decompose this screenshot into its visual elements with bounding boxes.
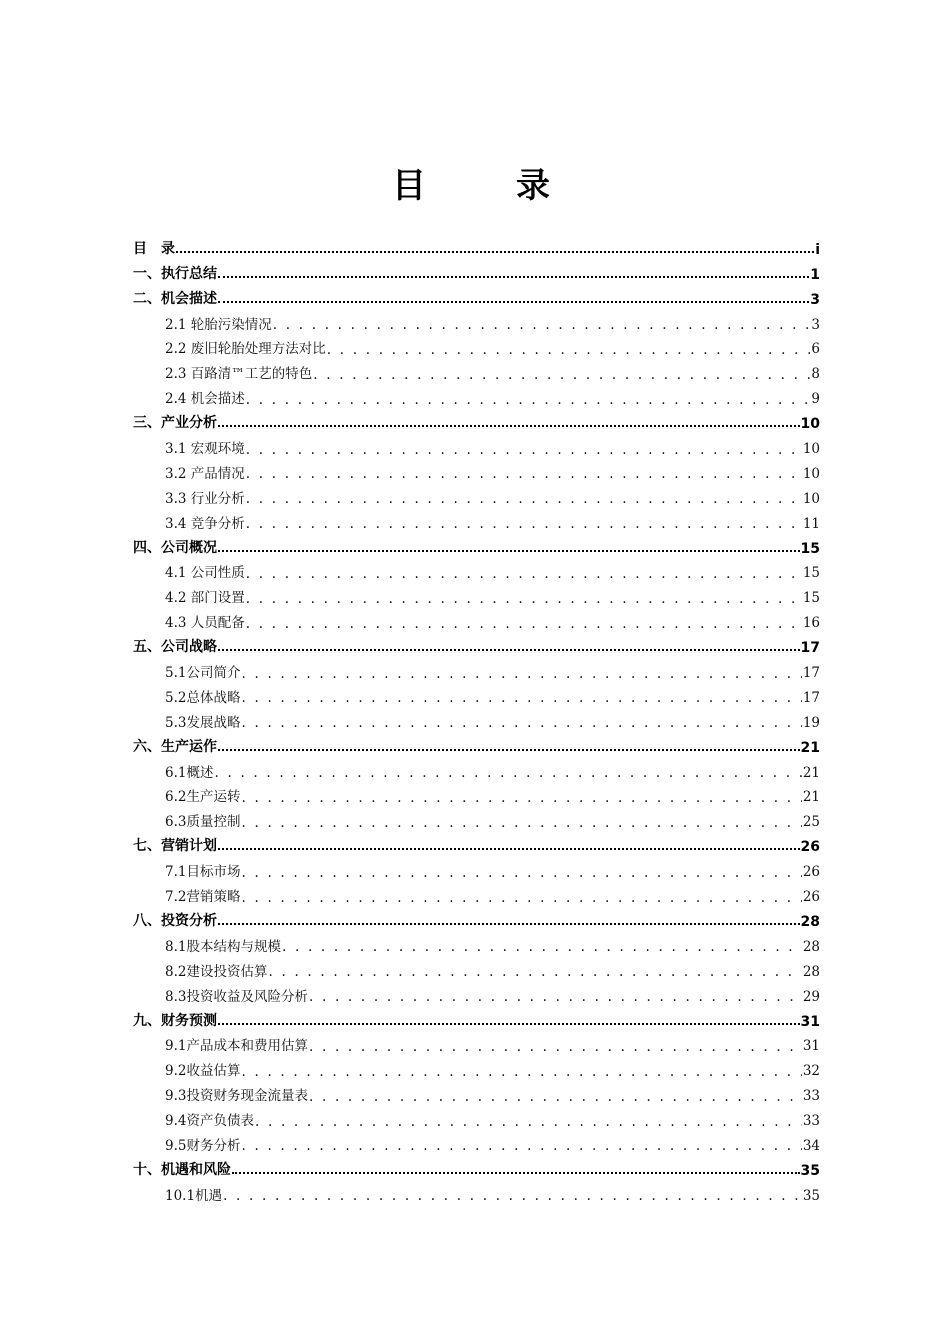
- toc-entry-label: 2.2 废旧轮胎处理方法对比: [165, 341, 326, 358]
- toc-section-entry[interactable]: [133, 880, 820, 905]
- dot-leader: [218, 649, 800, 651]
- toc-chapter-entry[interactable]: [133, 233, 820, 258]
- toc-entry-label: 3.1 宏观环境: [165, 441, 245, 458]
- toc-chapter-entry[interactable]: [133, 905, 820, 930]
- toc-section-entry[interactable]: [133, 482, 820, 507]
- dot-leader: [309, 1041, 802, 1055]
- toc-entry-label: 6.3质量控制: [165, 814, 241, 831]
- toc-entry-label: 5.2总体战略: [165, 689, 241, 706]
- toc-entry-label: 八、投资分析: [133, 912, 217, 929]
- dot-leader: [218, 1023, 800, 1025]
- toc-entry-label: 3.4 竞争分析: [165, 515, 245, 532]
- toc-section-entry[interactable]: [133, 930, 820, 955]
- dot-leader: [218, 276, 809, 278]
- toc-entry-page-number: 26: [800, 839, 820, 856]
- toc-entry-page-number: 10: [802, 490, 820, 507]
- dot-leader: [241, 892, 801, 906]
- toc-section-entry[interactable]: [133, 656, 820, 681]
- toc-chapter-entry[interactable]: [133, 1005, 820, 1030]
- toc-entry-page-number: 34: [802, 1137, 820, 1154]
- toc-entry-page-number: 33: [802, 1113, 820, 1130]
- toc-entry-label: 4.2 部门设置: [165, 590, 245, 607]
- toc-chapter-entry[interactable]: [133, 283, 820, 308]
- toc-section-entry[interactable]: [133, 1129, 820, 1154]
- toc-chapter-entry[interactable]: [133, 407, 820, 432]
- toc-entry-page-number: 26: [802, 864, 820, 881]
- toc-entry-label: 四、公司概况: [133, 539, 217, 556]
- dot-leader: [268, 966, 801, 980]
- toc-entry-page-number: 15: [800, 540, 820, 557]
- toc-entry-page-number: 21: [802, 789, 820, 806]
- toc-section-entry[interactable]: [133, 308, 820, 333]
- toc-entry-label: 5.3发展战略: [165, 714, 241, 731]
- toc-section-entry[interactable]: [133, 855, 820, 880]
- dot-leader: [246, 444, 802, 458]
- toc-entry-page-number: 26: [802, 889, 820, 906]
- toc-chapter-entry[interactable]: [133, 258, 820, 283]
- toc-entry-label: 5.1公司简介: [165, 665, 241, 682]
- toc-entry-page-number: 15: [802, 565, 820, 582]
- toc-section-entry[interactable]: [133, 1079, 820, 1104]
- toc-entry-page-number: 33: [802, 1088, 820, 1105]
- toc-entry-page-number: 15: [802, 590, 820, 607]
- toc-section-entry[interactable]: [133, 507, 820, 532]
- toc-section-entry[interactable]: [133, 432, 820, 457]
- toc-entry-page-number: 17: [800, 640, 820, 657]
- toc-entry-page-number: 35: [802, 1187, 820, 1204]
- dot-leader: [176, 251, 814, 253]
- toc-entry-page-number: 17: [802, 665, 820, 682]
- toc-entry-page-number: 28: [802, 938, 820, 955]
- toc-section-entry[interactable]: [133, 457, 820, 482]
- toc-entry-page-number: 25: [802, 814, 820, 831]
- toc-entry-label: 五、公司战略: [133, 639, 217, 656]
- toc-entry-label: 10.1机遇: [165, 1187, 223, 1204]
- toc-entry-page-number: 11: [802, 515, 820, 532]
- toc-entry-page-number: 3: [810, 291, 820, 308]
- table-of-contents: [133, 233, 820, 1204]
- toc-entry-page-number: 21: [800, 739, 820, 756]
- toc-chapter-entry[interactable]: [133, 532, 820, 557]
- toc-section-entry[interactable]: [133, 681, 820, 706]
- toc-entry-page-number: 17: [802, 689, 820, 706]
- toc-chapter-entry[interactable]: [133, 830, 820, 855]
- toc-entry-page-number: 28: [802, 963, 820, 980]
- dot-leader: [246, 518, 802, 532]
- dot-leader: [241, 1140, 801, 1154]
- toc-entry-label: 8.3投资收益及风险分析: [165, 988, 308, 1005]
- toc-entry-label: 3.2 产品情况: [165, 465, 245, 482]
- toc-entry-label: 七、营销计划: [133, 838, 217, 855]
- dot-leader: [309, 1091, 802, 1105]
- dot-leader: [232, 1172, 800, 1174]
- dot-leader: [246, 394, 811, 408]
- dot-leader: [241, 817, 801, 831]
- dot-leader: [241, 792, 801, 806]
- toc-entry-page-number: 10: [802, 441, 820, 458]
- dot-leader: [246, 568, 802, 582]
- toc-entry-label: 8.2建设投资估算: [165, 963, 268, 980]
- toc-entry-label: 3.3 行业分析: [165, 490, 245, 507]
- toc-entry-label: 十、机遇和风险: [133, 1161, 231, 1178]
- toc-entry-label: 2.4 机会描述: [165, 391, 245, 408]
- toc-section-entry[interactable]: [133, 333, 820, 358]
- toc-entry-page-number: 8: [811, 366, 820, 383]
- dot-leader: [282, 941, 802, 955]
- toc-section-entry[interactable]: [133, 1179, 820, 1204]
- dot-leader: [327, 344, 811, 358]
- toc-entry-label: 一、执行总结: [133, 265, 217, 282]
- dot-leader: [241, 668, 801, 682]
- dot-leader: [218, 923, 800, 925]
- dot-leader: [218, 425, 800, 427]
- toc-section-entry[interactable]: [133, 357, 820, 382]
- toc-entry-label: 7.1目标市场: [165, 864, 241, 881]
- toc-section-entry[interactable]: [133, 980, 820, 1005]
- toc-entry-label: 二、机会描述: [133, 290, 217, 307]
- toc-section-entry[interactable]: [133, 706, 820, 731]
- toc-entry-label: 六、生产运作: [133, 738, 217, 755]
- toc-section-entry[interactable]: [133, 955, 820, 980]
- toc-entry-label: 7.2营销策略: [165, 889, 241, 906]
- toc-entry-page-number: 19: [802, 714, 820, 731]
- toc-section-entry[interactable]: [133, 805, 820, 830]
- dot-leader: [241, 692, 801, 706]
- toc-entry-label: 2.3 百路清™工艺的特色: [165, 366, 313, 383]
- toc-entry-label: 9.1产品成本和费用估算: [165, 1038, 308, 1055]
- dot-leader: [241, 1066, 801, 1080]
- dot-leader: [246, 493, 802, 507]
- dot-leader: [313, 369, 810, 383]
- dot-leader: [246, 618, 802, 632]
- toc-entry-label: 9.2收益估算: [165, 1063, 241, 1080]
- toc-section-entry[interactable]: [133, 1030, 820, 1055]
- toc-section-entry[interactable]: [133, 606, 820, 631]
- dot-leader: [218, 749, 800, 751]
- toc-entry-label: 6.1概述: [165, 764, 214, 781]
- toc-entry-page-number: 31: [800, 1013, 820, 1030]
- toc-chapter-entry[interactable]: [133, 731, 820, 756]
- toc-entry-page-number: 28: [800, 913, 820, 930]
- toc-entry-page-number: 6: [811, 341, 820, 358]
- toc-entry-page-number: 31: [802, 1038, 820, 1055]
- toc-entry-label: 6.2生产运转: [165, 789, 241, 806]
- dot-leader: [223, 1190, 802, 1204]
- dot-leader: [218, 301, 809, 303]
- toc-entry-page-number: 21: [802, 764, 820, 781]
- toc-entry-label: 9.3投资财务现金流量表: [165, 1088, 308, 1105]
- toc-section-entry[interactable]: [133, 382, 820, 407]
- toc-chapter-entry[interactable]: [133, 1154, 820, 1179]
- toc-entry-label: 目 录: [133, 240, 175, 257]
- toc-entry-label: 9.5财务分析: [165, 1137, 241, 1154]
- dot-leader: [241, 867, 801, 881]
- toc-entry-page-number: 10: [802, 465, 820, 482]
- toc-section-entry[interactable]: [133, 1104, 820, 1129]
- dot-leader: [214, 767, 801, 781]
- dot-leader: [246, 468, 802, 482]
- toc-entry-label: 9.4资产负债表: [165, 1113, 254, 1130]
- toc-entry-page-number: 10: [800, 416, 820, 433]
- dot-leader: [273, 319, 811, 333]
- toc-section-entry[interactable]: [133, 756, 820, 781]
- toc-entry-page-number: 1: [810, 266, 820, 283]
- page-title: 目 录: [392, 166, 578, 206]
- toc-section-entry[interactable]: [133, 581, 820, 606]
- dot-leader: [309, 991, 802, 1005]
- toc-chapter-entry[interactable]: [133, 631, 820, 656]
- toc-entry-label: 2.1 轮胎污染情况: [165, 316, 272, 333]
- toc-entry-page-number: 3: [811, 316, 820, 333]
- toc-entry-page-number: 29: [802, 988, 820, 1005]
- toc-section-entry[interactable]: [133, 557, 820, 582]
- dot-leader: [218, 550, 800, 552]
- toc-entry-page-number: 16: [802, 615, 820, 632]
- dot-leader: [241, 717, 801, 731]
- toc-entry-page-number: 32: [802, 1063, 820, 1080]
- toc-section-entry[interactable]: [133, 1054, 820, 1079]
- toc-entry-label: 4.1 公司性质: [165, 565, 245, 582]
- dot-leader: [255, 1116, 802, 1130]
- toc-entry-page-number: 35: [800, 1162, 820, 1179]
- dot-leader: [246, 593, 802, 607]
- toc-entry-page-number: i: [815, 241, 820, 258]
- toc-entry-label: 8.1股本结构与规模: [165, 938, 281, 955]
- toc-entry-label: 三、产业分析: [133, 415, 217, 432]
- toc-entry-page-number: 9: [811, 391, 820, 408]
- toc-entry-label: 4.3 人员配备: [165, 615, 245, 632]
- toc-entry-label: 九、财务预测: [133, 1012, 217, 1029]
- toc-section-entry[interactable]: [133, 781, 820, 806]
- dot-leader: [218, 848, 800, 850]
